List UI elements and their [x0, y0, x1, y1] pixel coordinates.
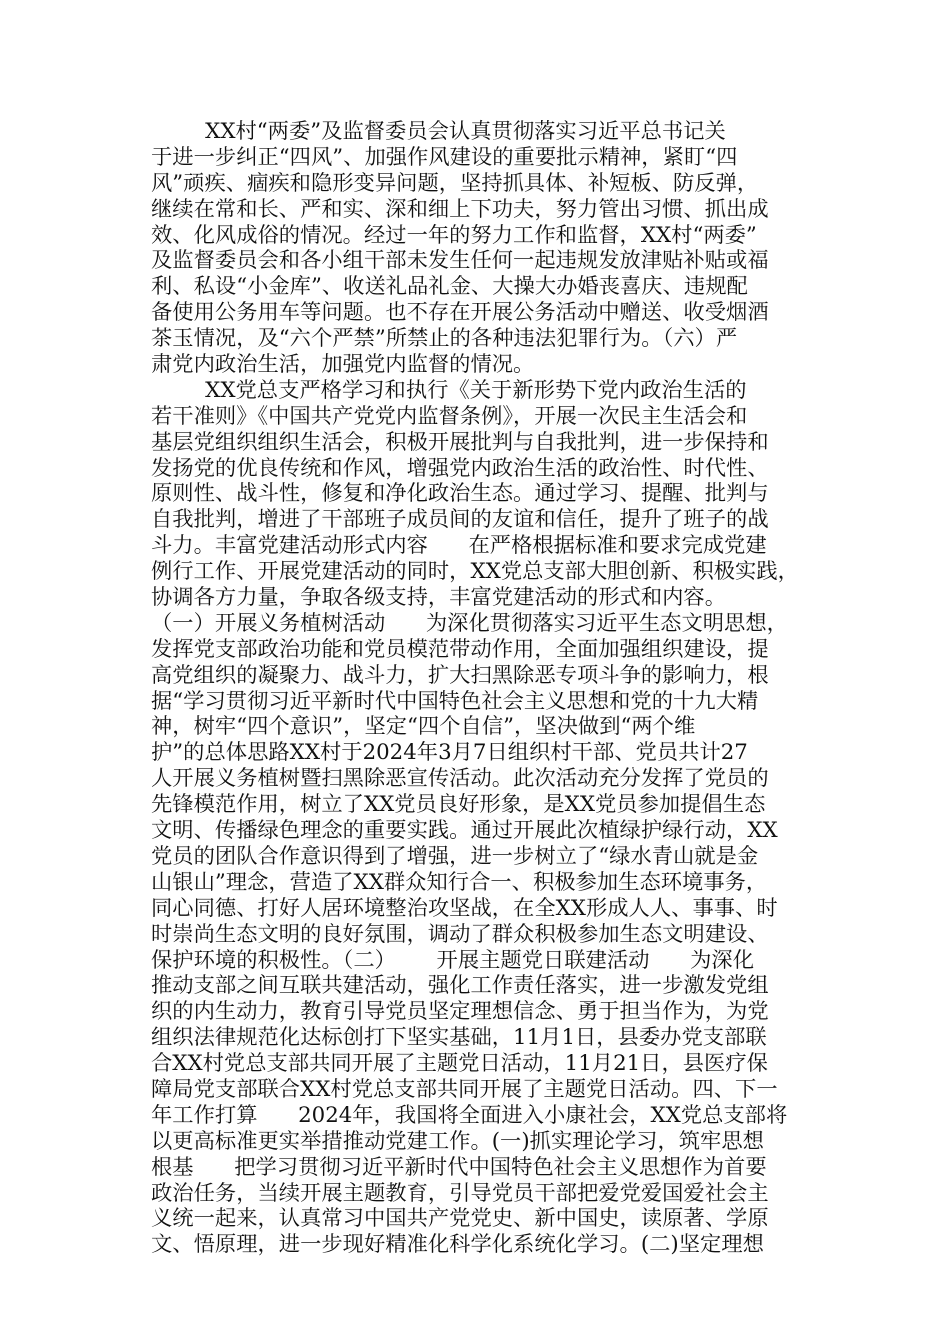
text-line: 以更高标准更实举措推动党建工作。(一)抓实理论学习，筑牢思想: [151, 1128, 764, 1154]
text-line: 于进一步纠正“四风”、加强作风建设的重要批示精神，紧盯“四: [151, 144, 738, 170]
text-line: 利、私设“小金库”、收送礼品礼金、大操大办婚丧喜庆、违规配: [151, 274, 748, 300]
text-line: 年工作打算 2024年，我国将全面进入小康社会，XX党总支部将: [151, 1102, 788, 1128]
text-line: 推动支部之间互联共建活动，强化工作责任落实，进一步激发党组: [151, 973, 769, 999]
text-line: 斗力。丰富党建活动形式内容 在严格根据标准和要求完成党建: [151, 533, 767, 559]
text-line: 据“学习贯彻习近平新时代中国特色社会主义思想和党的十九大精: [151, 688, 759, 714]
text-line: 先锋模范作用，树立了XX党员良好形象，是XX党员参加提倡生态: [151, 792, 766, 818]
text-line: 时崇尚生态文明的良好氛围，调动了群众积极参加生态文明建设、: [151, 921, 769, 947]
text-line: 肃党内政治生活，加强党内监督的情况。: [151, 352, 535, 378]
text-line: 组织法律规范化达标创打下坚实基础，11月1日，县委办党支部联: [151, 1025, 767, 1051]
text-line: 织的内生动力，教育引导党员坚定理想信念、勇于担当作为，为党: [151, 999, 769, 1025]
text-line: 文、悟原理，进一步现好精准化科学化系统化学习。(二)坚定理想: [151, 1232, 764, 1258]
text-line: 发扬党的优良传统和作风，增强党内政治生活的政治性、时代性、: [151, 455, 769, 481]
text-line: 政治任务，当续开展主题教育，引导党员干部把爱党爱国爱社会主: [151, 1180, 769, 1206]
text-line: XX村“两委”及监督委员会认真贯彻落实习近平总书记关: [151, 119, 726, 144]
text-line: 神，树牢“四个意识”，坚定“四个自信”，坚决做到“两个维: [151, 714, 696, 740]
text-line: （一）开展义务植树活动 为深化贯彻落实习近平生态文明思想，: [151, 610, 788, 636]
text-line: 障局党支部联合XX村党总支部共同开展了主题党日活动。四、下一: [151, 1076, 778, 1102]
text-line: 继续在常和长、严和实、深和细上下功夫，努力管出习惯、抓出成: [151, 196, 769, 222]
text-line: 高党组织的凝聚力、战斗力，扩大扫黑除恶专项斗争的影响力，根: [151, 662, 769, 688]
text-line: 茶玉情况，及“六个严禁”所禁止的各种违法犯罪行为。（六）严: [151, 326, 738, 352]
text-line: 例行工作、开展党建活动的同时，XX党总支部大胆创新、积极实践，: [151, 559, 799, 585]
document-body: [151, 119, 811, 1258]
text-line: 自我批判，增进了干部班子成员间的友谊和信任，提升了班子的战: [151, 507, 769, 533]
text-line: 原则性、战斗性，修复和净化政治生态。通过学习、提醒、批判与: [151, 481, 769, 507]
text-line: 义统一起来，认真常习中国共产党党史、新中国史，读原著、学原: [151, 1206, 769, 1232]
text-line: 风”顽疾、痼疾和隐形变异问题，坚持抓具体、补短板、防反弹，: [151, 170, 759, 196]
text-line: 备使用公务用车等问题。也不存在开展公务活动中赠送、收受烟酒: [151, 300, 769, 326]
text-line: 文明、传播绿色理念的重要实践。通过开展此次植绿护绿行动，XX: [151, 818, 778, 844]
text-line: XX党总支严格学习和执行《关于新形势下党内政治生活的: [151, 377, 747, 403]
text-line: 山银山”理念，营造了XX群众知行合一、积极参加生态环境事务，: [151, 869, 768, 895]
text-line: 合XX村党总支部共同开展了主题党日活动，11月21日，县医疗保: [151, 1051, 768, 1077]
text-line: 人开展义务植树暨扫黑除恶宣传活动。此次活动充分发挥了党员的: [151, 766, 769, 792]
text-line: 协调各方力量，争取各级支持，丰富党建活动的形式和内容。: [151, 585, 727, 611]
text-line: 若干准则》《中国共产党党内监督条例》，开展一次民主生活会和: [151, 403, 748, 429]
text-line: 护”的总体思路XX村于2024年3月7日组织村干部、党员共计27: [151, 740, 748, 766]
text-line: 保护环境的积极性。（二） 开展主题党日联建活动 为深化: [151, 947, 755, 973]
text-line: 同心同德、打好人居环境整治攻坚战，在全XX形成人人、事事、时: [151, 895, 778, 921]
text-line: 基层党组织组织生活会，积极开展批判与自我批判，进一步保持和: [151, 429, 769, 455]
text-line: 党员的团队合作意识得到了增强，进一步树立了“绿水青山就是金: [151, 843, 759, 869]
text-line: 发挥党支部政治功能和党员模范带动作用，全面加强组织建设，提: [151, 636, 769, 662]
text-line: 效、化风成俗的情况。经过一年的努力工作和监督，XX村“两委”: [151, 222, 757, 248]
text-line: 根基 把学习贯彻习近平新时代中国特色社会主义思想作为首要: [151, 1154, 767, 1180]
text-line: 及监督委员会和各小组干部未发生任何一起违规发放津贴补贴或福: [151, 248, 769, 274]
